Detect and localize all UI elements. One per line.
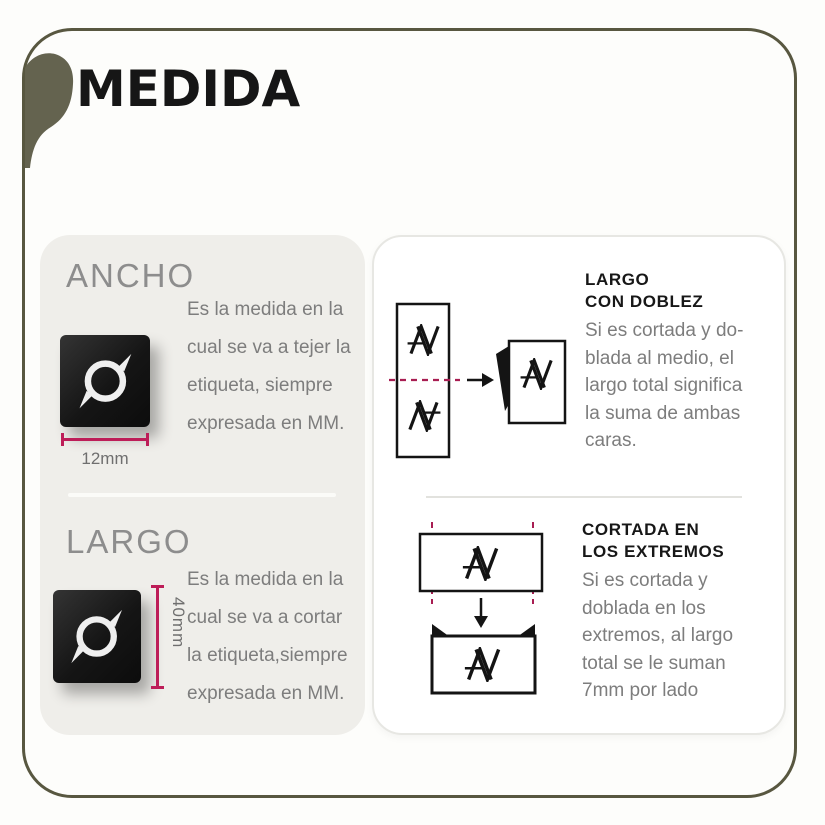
largo-description <box>187 561 348 713</box>
text-line: Si es cortada y <box>582 570 708 591</box>
folded-flap <box>496 346 509 411</box>
corner-blob-decoration <box>23 50 75 172</box>
panel-fold-options <box>372 235 786 735</box>
page-title: MEDIDA <box>76 60 301 118</box>
text-line: cual se va a cortar <box>187 607 343 628</box>
fold-diagram <box>387 295 577 465</box>
arrow-right-icon <box>467 373 494 387</box>
text-line: 7mm por lado <box>582 680 699 701</box>
fold-description <box>585 317 743 455</box>
text-line: expresada en MM. <box>187 413 345 434</box>
cut-description <box>582 567 733 705</box>
text-line: Es la medida en la <box>187 569 344 590</box>
length-ruler <box>150 585 164 689</box>
text-line: total se le suman <box>582 652 726 674</box>
section-divider <box>426 496 742 498</box>
text-line: la suma de ambas <box>585 402 741 424</box>
text-line: expresada en MM. <box>187 683 345 704</box>
width-ruler <box>61 438 149 469</box>
heading-line: LOS EXTREMOS <box>582 542 725 561</box>
section-divider <box>68 493 336 497</box>
heading-line: LARGO <box>585 270 650 289</box>
text-line: etiqueta, siempre <box>187 375 333 396</box>
width-value: 12mm <box>81 449 129 468</box>
text-line: extremos, al largo <box>582 625 734 646</box>
heading-line: CON DOBLEZ <box>585 292 704 311</box>
ring-leaf-logo-icon <box>73 348 138 414</box>
arrow-down-icon <box>474 598 488 628</box>
cut-ends-diagram <box>417 520 587 705</box>
length-value: 40mm <box>169 597 188 649</box>
largo-heading: LARGO <box>66 523 192 560</box>
text-line: doblada en los <box>582 597 706 619</box>
text-line: cual se va a tejer la <box>187 337 351 358</box>
panel-measures <box>40 235 365 735</box>
text-line: Si es cortada y do- <box>585 320 744 341</box>
heading-line: CORTADA EN <box>582 520 700 539</box>
text-line: blada al medio, el <box>585 347 734 369</box>
ancho-description <box>187 291 351 443</box>
ring-leaf-logo-icon <box>65 603 128 670</box>
text-line: caras. <box>585 430 637 451</box>
woven-label-photo-ancho <box>60 335 150 427</box>
cut-heading <box>582 519 724 563</box>
woven-label-photo-largo <box>53 590 141 683</box>
text-line: largo total significa <box>585 375 743 396</box>
ruler-line <box>156 585 159 689</box>
text-line: Es la medida en la <box>187 299 344 320</box>
ruler-line <box>61 438 149 441</box>
text-line: la etiqueta,siempre <box>187 645 348 666</box>
fold-heading <box>585 269 703 313</box>
ancho-heading: ANCHO <box>66 257 196 294</box>
